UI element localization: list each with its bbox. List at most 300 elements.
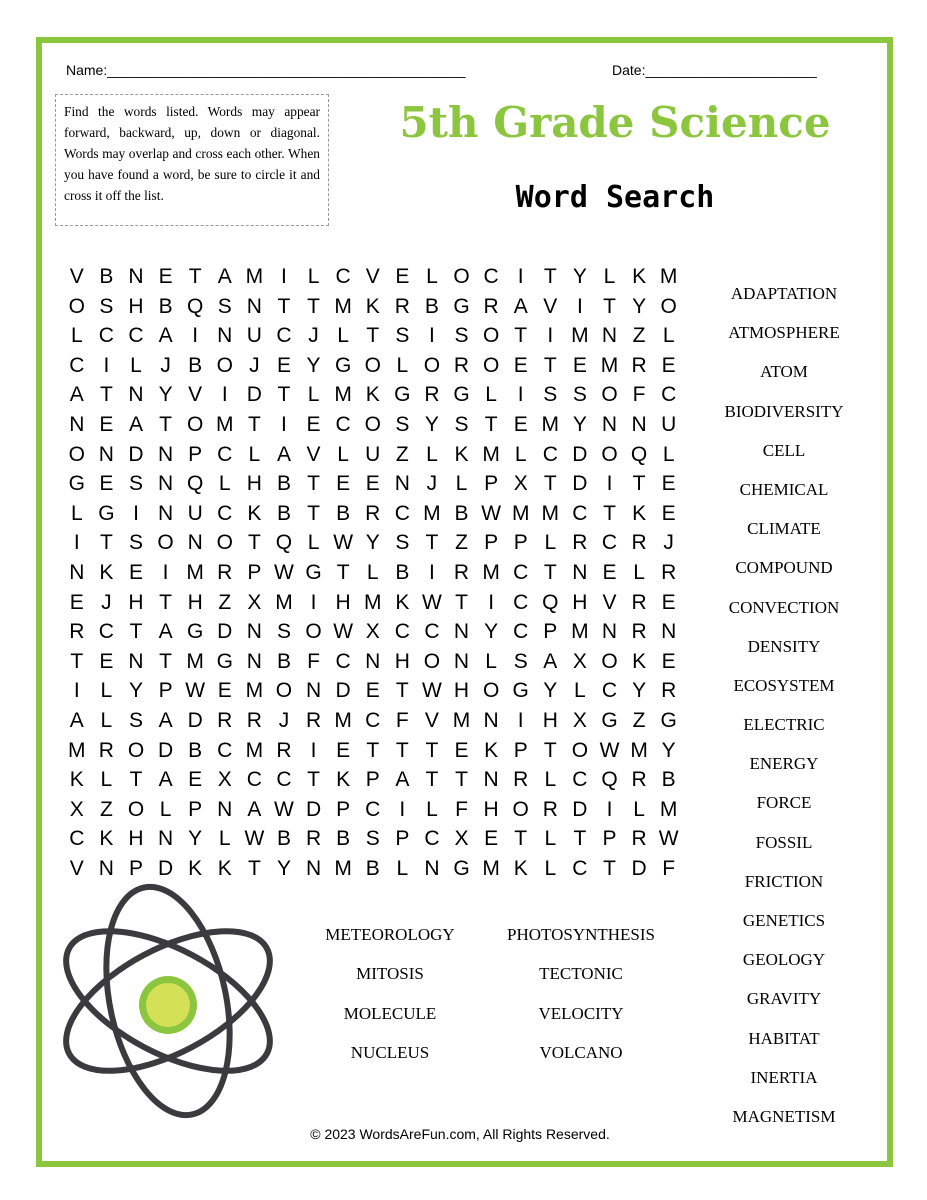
grid-letter[interactable]: P xyxy=(484,531,499,555)
grid-letter[interactable]: B xyxy=(661,768,676,792)
grid-letter[interactable]: S xyxy=(128,708,143,732)
grid-letter[interactable]: E xyxy=(602,560,617,584)
grid-letter[interactable]: N xyxy=(572,560,588,584)
grid-letter[interactable]: U xyxy=(246,324,262,348)
grid-letter[interactable]: N xyxy=(305,679,322,703)
grid-letter[interactable]: G xyxy=(334,353,352,377)
grid-letter[interactable]: C xyxy=(394,501,410,525)
grid-letter[interactable]: N xyxy=(483,708,499,732)
grid-letter[interactable]: L xyxy=(485,649,497,673)
grid-letter[interactable]: A xyxy=(69,708,84,732)
grid-letter[interactable]: K xyxy=(454,442,469,466)
grid-letter[interactable]: R xyxy=(453,353,470,377)
grid-letter[interactable]: M xyxy=(186,560,204,584)
grid-letter[interactable]: C xyxy=(513,590,529,614)
grid-letter[interactable]: B xyxy=(158,294,173,318)
grid-letter[interactable]: M xyxy=(334,383,352,407)
grid-letter[interactable]: N xyxy=(453,649,470,673)
grid-letter[interactable]: M xyxy=(630,738,648,762)
grid-letter[interactable]: X xyxy=(365,620,380,644)
grid-letter[interactable]: M xyxy=(334,708,352,732)
grid-letter[interactable]: L xyxy=(100,679,113,703)
grid-letter[interactable]: V xyxy=(69,265,84,288)
grid-letter[interactable]: C xyxy=(217,738,233,762)
grid-letter[interactable]: K xyxy=(632,649,647,673)
grid-letter[interactable]: G xyxy=(512,679,529,703)
grid-letter[interactable]: E xyxy=(306,412,321,436)
grid-letter[interactable]: I xyxy=(517,265,524,288)
grid-letter[interactable]: C xyxy=(246,768,262,792)
grid-letter[interactable]: T xyxy=(425,531,439,555)
grid-letter[interactable]: N xyxy=(483,768,499,792)
grid-letter[interactable]: D xyxy=(335,679,351,703)
grid-letter[interactable]: I xyxy=(576,294,583,318)
grid-letter[interactable]: O xyxy=(482,324,500,348)
grid-letter[interactable]: O xyxy=(187,412,204,436)
grid-letter[interactable]: S xyxy=(395,324,410,348)
grid-letter[interactable]: I xyxy=(103,353,110,377)
grid-letter[interactable]: K xyxy=(99,560,114,584)
grid-letter[interactable]: O xyxy=(364,412,381,436)
grid-letter[interactable]: M xyxy=(571,620,589,644)
grid-letter[interactable]: K xyxy=(365,294,380,318)
grid-letter[interactable]: Y xyxy=(661,738,676,762)
grid-letter[interactable]: L xyxy=(218,472,231,496)
grid-letter[interactable]: D xyxy=(572,442,588,466)
grid-letter[interactable]: I xyxy=(547,324,554,348)
grid-letter[interactable]: N xyxy=(98,856,114,880)
grid-letter[interactable]: Q xyxy=(275,531,293,555)
grid-letter[interactable]: L xyxy=(633,560,645,584)
grid-letter[interactable]: E xyxy=(217,679,232,703)
grid-letter[interactable]: C xyxy=(661,383,677,407)
grid-letter[interactable]: Z xyxy=(99,797,113,821)
grid-letter[interactable]: S xyxy=(572,383,587,407)
grid-letter[interactable]: P xyxy=(513,531,528,555)
grid-letter[interactable]: V xyxy=(424,708,439,732)
grid-letter[interactable]: L xyxy=(574,679,586,703)
grid-letter[interactable]: N xyxy=(157,472,174,496)
grid-letter[interactable]: M xyxy=(659,797,678,821)
grid-letter[interactable]: W xyxy=(274,797,294,821)
grid-letter[interactable]: C xyxy=(513,620,529,644)
grid-letter[interactable]: T xyxy=(543,265,557,288)
grid-letter[interactable]: M xyxy=(186,649,204,673)
grid-letter[interactable]: N xyxy=(157,827,174,851)
grid-letter[interactable]: L xyxy=(603,265,616,288)
grid-letter[interactable]: T xyxy=(543,353,557,377)
grid-letter[interactable]: B xyxy=(276,472,291,496)
grid-letter[interactable]: O xyxy=(305,620,322,644)
grid-letter[interactable]: O xyxy=(157,531,174,555)
grid-letter[interactable]: R xyxy=(631,590,647,614)
grid-letter[interactable]: C xyxy=(365,797,381,821)
grid-letter[interactable]: T xyxy=(159,590,172,614)
grid-letter[interactable]: N xyxy=(187,531,203,555)
grid-letter[interactable]: W xyxy=(185,679,206,703)
grid-letter[interactable]: C xyxy=(365,708,381,732)
grid-letter[interactable]: I xyxy=(162,560,169,584)
grid-letter[interactable]: E xyxy=(336,472,351,496)
grid-letter[interactable]: T xyxy=(425,738,439,762)
grid-letter[interactable]: C xyxy=(483,265,499,288)
grid-letter[interactable]: B xyxy=(365,856,380,880)
grid-letter[interactable]: W xyxy=(333,620,354,644)
grid-letter[interactable]: M xyxy=(423,501,441,525)
grid-letter[interactable]: C xyxy=(424,827,440,851)
grid-letter[interactable]: X xyxy=(454,827,469,851)
grid-letter[interactable]: M xyxy=(216,412,234,436)
grid-letter[interactable]: A xyxy=(543,649,558,673)
grid-letter[interactable]: W xyxy=(244,827,265,851)
grid-letter[interactable]: J xyxy=(249,353,260,377)
grid-letter[interactable]: Z xyxy=(218,590,232,614)
letter-grid[interactable] xyxy=(62,262,692,892)
grid-letter[interactable]: G xyxy=(601,708,618,732)
grid-letter[interactable]: L xyxy=(337,442,349,466)
grid-letter[interactable]: X xyxy=(572,649,587,673)
grid-letter[interactable]: L xyxy=(307,383,320,407)
grid-letter[interactable]: V xyxy=(602,590,617,614)
grid-letter[interactable]: C xyxy=(276,768,292,792)
grid-letter[interactable]: T xyxy=(99,531,113,555)
grid-letter[interactable]: Y xyxy=(424,412,439,436)
grid-letter[interactable]: T xyxy=(159,649,172,673)
grid-letter[interactable]: N xyxy=(217,324,233,348)
grid-letter[interactable]: T xyxy=(307,472,320,496)
grid-letter[interactable]: K xyxy=(247,501,262,525)
grid-letter[interactable]: G xyxy=(453,294,470,318)
grid-letter[interactable]: R xyxy=(98,738,114,762)
grid-letter[interactable]: Y xyxy=(276,856,291,880)
grid-letter[interactable]: O xyxy=(482,353,500,377)
grid-letter[interactable]: A xyxy=(158,768,173,792)
grid-letter[interactable]: P xyxy=(336,797,351,821)
grid-letter[interactable]: R xyxy=(276,738,292,762)
grid-letter[interactable]: R xyxy=(631,531,647,555)
grid-letter[interactable]: Z xyxy=(455,531,468,555)
grid-letter[interactable]: T xyxy=(573,827,587,851)
grid-letter[interactable]: E xyxy=(99,649,114,673)
grid-letter[interactable]: P xyxy=(188,797,203,821)
grid-letter[interactable]: Z xyxy=(395,442,409,466)
grid-letter[interactable]: P xyxy=(128,856,143,880)
grid-letter[interactable]: P xyxy=(484,472,499,496)
grid-letter[interactable]: N xyxy=(365,649,381,673)
grid-letter[interactable]: P xyxy=(365,768,380,792)
grid-letter[interactable]: M xyxy=(482,856,500,880)
grid-letter[interactable]: L xyxy=(159,797,172,821)
grid-letter[interactable]: T xyxy=(514,324,528,348)
grid-letter[interactable]: E xyxy=(661,472,676,496)
grid-letter[interactable]: T xyxy=(455,768,468,792)
grid-letter[interactable]: N xyxy=(601,412,618,436)
grid-letter[interactable]: E xyxy=(365,679,380,703)
grid-letter[interactable]: I xyxy=(606,472,613,496)
grid-letter[interactable]: D xyxy=(572,472,588,496)
grid-letter[interactable]: R xyxy=(305,708,322,732)
grid-letter[interactable]: H xyxy=(128,590,144,614)
grid-letter[interactable]: S xyxy=(395,412,410,436)
grid-letter[interactable]: W xyxy=(658,827,679,851)
grid-letter[interactable]: Q xyxy=(542,590,559,614)
grid-letter[interactable]: R xyxy=(365,501,381,525)
grid-letter[interactable]: C xyxy=(217,501,233,525)
grid-letter[interactable]: D xyxy=(157,856,174,880)
grid-letter[interactable]: L xyxy=(544,768,557,792)
grid-letter[interactable]: H xyxy=(394,649,410,673)
grid-letter[interactable]: I xyxy=(133,501,139,525)
grid-letter[interactable]: N xyxy=(631,412,647,436)
grid-letter[interactable]: M xyxy=(482,560,500,584)
grid-letter[interactable]: K xyxy=(632,265,647,288)
grid-letter[interactable]: O xyxy=(275,679,293,703)
grid-letter[interactable]: T xyxy=(395,679,409,703)
grid-letter[interactable]: B xyxy=(276,827,291,851)
grid-letter[interactable]: C xyxy=(128,324,144,348)
grid-letter[interactable]: R xyxy=(661,560,677,584)
grid-letter[interactable]: A xyxy=(69,383,84,407)
grid-letter[interactable]: O xyxy=(423,353,441,377)
grid-letter[interactable]: Y xyxy=(306,353,321,377)
grid-letter[interactable]: J xyxy=(663,531,674,555)
grid-letter[interactable]: A xyxy=(247,797,262,821)
grid-letter[interactable]: T xyxy=(70,649,84,673)
grid-letter[interactable]: Q xyxy=(601,768,618,792)
grid-letter[interactable]: B xyxy=(99,265,114,288)
grid-letter[interactable]: X xyxy=(217,768,232,792)
grid-letter[interactable]: E xyxy=(158,265,173,288)
grid-letter[interactable]: O xyxy=(601,649,618,673)
grid-letter[interactable]: J xyxy=(101,590,112,614)
grid-letter[interactable]: G xyxy=(216,649,233,673)
grid-letter[interactable]: T xyxy=(484,412,498,436)
grid-letter[interactable]: J xyxy=(160,353,171,377)
grid-letter[interactable]: E xyxy=(69,590,84,614)
grid-letter[interactable]: E xyxy=(572,353,587,377)
grid-letter[interactable]: X xyxy=(513,472,528,496)
grid-letter[interactable]: F xyxy=(395,708,409,732)
grid-letter[interactable]: A xyxy=(158,620,173,644)
grid-letter[interactable]: C xyxy=(424,620,440,644)
grid-letter[interactable]: P xyxy=(602,827,617,851)
grid-letter[interactable]: C xyxy=(335,265,351,288)
grid-letter[interactable]: R xyxy=(631,827,647,851)
grid-letter[interactable]: M xyxy=(600,353,619,377)
grid-letter[interactable]: N xyxy=(601,324,618,348)
grid-letter[interactable]: C xyxy=(601,679,618,703)
grid-letter[interactable]: U xyxy=(365,442,381,466)
grid-letter[interactable]: T xyxy=(307,294,320,318)
grid-letter[interactable]: C xyxy=(217,442,233,466)
grid-letter[interactable]: I xyxy=(281,412,287,436)
grid-letter[interactable]: M xyxy=(482,442,500,466)
grid-letter[interactable]: O xyxy=(601,442,618,466)
grid-letter[interactable]: M xyxy=(571,324,589,348)
grid-letter[interactable]: E xyxy=(395,265,410,288)
grid-letter[interactable]: I xyxy=(73,679,80,703)
grid-letter[interactable]: K xyxy=(99,827,114,851)
grid-letter[interactable]: B xyxy=(188,353,203,377)
grid-letter[interactable]: L xyxy=(633,797,645,821)
grid-letter[interactable]: J xyxy=(308,324,319,348)
grid-letter[interactable]: R xyxy=(246,708,262,732)
grid-letter[interactable]: K xyxy=(365,383,380,407)
grid-letter[interactable]: R xyxy=(424,383,440,407)
grid-letter[interactable]: E xyxy=(454,738,469,762)
grid-letter[interactable]: C xyxy=(394,620,410,644)
grid-letter[interactable]: K xyxy=(336,768,351,792)
grid-letter[interactable]: L xyxy=(100,708,113,732)
grid-letter[interactable]: M xyxy=(541,412,560,436)
grid-letter[interactable]: O xyxy=(660,294,677,318)
grid-letter[interactable]: I xyxy=(310,738,317,762)
grid-letter[interactable]: R xyxy=(69,620,85,644)
grid-letter[interactable]: I xyxy=(281,265,287,288)
grid-letter[interactable]: L xyxy=(130,353,142,377)
grid-letter[interactable]: F xyxy=(632,383,646,407)
grid-letter[interactable]: R xyxy=(483,294,499,318)
grid-letter[interactable]: X xyxy=(69,797,84,821)
grid-letter[interactable]: G xyxy=(187,620,204,644)
grid-letter[interactable]: C xyxy=(601,531,618,555)
grid-letter[interactable]: T xyxy=(277,383,291,407)
grid-letter[interactable]: A xyxy=(395,768,410,792)
grid-letter[interactable]: Y xyxy=(572,265,587,288)
grid-letter[interactable]: R xyxy=(217,708,233,732)
grid-letter[interactable]: D xyxy=(572,797,588,821)
grid-letter[interactable]: T xyxy=(247,412,261,436)
grid-letter[interactable]: S xyxy=(99,294,114,318)
grid-letter[interactable]: D xyxy=(631,856,647,880)
grid-letter[interactable]: N xyxy=(246,294,262,318)
grid-letter[interactable]: N xyxy=(394,472,410,496)
grid-letter[interactable]: C xyxy=(572,501,588,525)
grid-letter[interactable]: D xyxy=(246,383,262,407)
grid-letter[interactable]: T xyxy=(129,768,143,792)
grid-letter[interactable]: I xyxy=(192,324,199,348)
grid-letter[interactable]: Y xyxy=(484,620,499,644)
grid-letter[interactable]: L xyxy=(544,856,557,880)
grid-letter[interactable]: R xyxy=(631,768,647,792)
grid-letter[interactable]: R xyxy=(217,560,233,584)
grid-letter[interactable]: G xyxy=(98,501,115,525)
grid-letter[interactable]: F xyxy=(307,649,320,673)
grid-letter[interactable]: R xyxy=(631,353,647,377)
grid-letter[interactable]: V xyxy=(306,442,321,466)
grid-letter[interactable]: M xyxy=(245,265,264,288)
grid-letter[interactable]: G xyxy=(453,856,470,880)
grid-letter[interactable]: X xyxy=(247,590,262,614)
grid-letter[interactable]: C xyxy=(572,768,588,792)
grid-letter[interactable]: N xyxy=(128,383,144,407)
grid-letter[interactable]: V xyxy=(69,856,84,880)
grid-letter[interactable]: M xyxy=(452,708,471,732)
grid-letter[interactable]: I xyxy=(221,383,228,407)
grid-letter[interactable]: E xyxy=(661,590,676,614)
grid-letter[interactable]: T xyxy=(277,294,291,318)
grid-letter[interactable]: T xyxy=(603,294,616,318)
grid-letter[interactable]: O xyxy=(216,353,233,377)
grid-letter[interactable]: G xyxy=(68,472,85,496)
grid-letter[interactable]: A xyxy=(276,442,291,466)
grid-letter[interactable]: B xyxy=(188,738,203,762)
grid-letter[interactable]: K xyxy=(188,856,203,880)
grid-letter[interactable]: T xyxy=(366,738,380,762)
grid-letter[interactable]: S xyxy=(454,412,469,436)
grid-letter[interactable]: R xyxy=(661,679,677,703)
grid-letter[interactable]: T xyxy=(247,531,261,555)
grid-letter[interactable]: S xyxy=(128,472,143,496)
grid-letter[interactable]: B xyxy=(454,501,469,525)
grid-letter[interactable]: T xyxy=(603,501,616,525)
grid-letter[interactable]: G xyxy=(394,383,411,407)
grid-letter[interactable]: L xyxy=(485,383,497,407)
grid-letter[interactable]: C xyxy=(98,324,114,348)
grid-letter[interactable]: P xyxy=(513,738,528,762)
grid-letter[interactable]: A xyxy=(217,265,232,288)
grid-letter[interactable]: L xyxy=(514,442,527,466)
grid-letter[interactable]: Y xyxy=(128,679,143,703)
grid-letter[interactable]: O xyxy=(216,531,233,555)
grid-letter[interactable]: G xyxy=(305,560,322,584)
grid-letter[interactable]: M xyxy=(363,590,382,614)
grid-letter[interactable]: L xyxy=(396,856,409,880)
grid-letter[interactable]: L xyxy=(426,797,438,821)
grid-letter[interactable]: W xyxy=(599,738,620,762)
grid-letter[interactable]: R xyxy=(572,531,588,555)
grid-letter[interactable]: I xyxy=(73,531,80,555)
grid-letter[interactable]: M xyxy=(68,738,86,762)
grid-letter[interactable]: O xyxy=(453,265,470,288)
grid-letter[interactable]: B xyxy=(395,560,410,584)
grid-letter[interactable]: G xyxy=(453,383,470,407)
grid-letter[interactable]: S xyxy=(365,827,380,851)
grid-letter[interactable]: M xyxy=(541,501,560,525)
grid-letter[interactable]: N xyxy=(424,856,440,880)
grid-letter[interactable]: B xyxy=(336,501,351,525)
grid-letter[interactable]: N xyxy=(69,560,85,584)
grid-letter[interactable]: T xyxy=(632,472,646,496)
grid-letter[interactable]: E xyxy=(484,827,499,851)
grid-letter[interactable]: L xyxy=(544,531,557,555)
grid-letter[interactable]: C xyxy=(276,324,292,348)
grid-letter[interactable]: T xyxy=(603,856,616,880)
grid-letter[interactable]: I xyxy=(517,708,524,732)
grid-letter[interactable]: N xyxy=(157,442,174,466)
grid-letter[interactable]: B xyxy=(336,827,351,851)
grid-letter[interactable]: N xyxy=(246,649,262,673)
grid-letter[interactable]: L xyxy=(307,265,320,288)
grid-letter[interactable]: S xyxy=(543,383,558,407)
grid-letter[interactable]: W xyxy=(333,531,354,555)
grid-letter[interactable]: M xyxy=(334,856,352,880)
grid-letter[interactable]: E xyxy=(188,768,203,792)
grid-letter[interactable]: S xyxy=(217,294,232,318)
grid-letter[interactable]: T xyxy=(366,324,380,348)
grid-letter[interactable]: T xyxy=(543,738,557,762)
grid-letter[interactable]: U xyxy=(661,412,677,436)
grid-letter[interactable]: A xyxy=(158,708,173,732)
grid-letter[interactable]: H xyxy=(128,294,144,318)
grid-letter[interactable]: K xyxy=(69,768,84,792)
grid-letter[interactable]: L xyxy=(426,442,438,466)
grid-letter[interactable]: H xyxy=(187,590,203,614)
grid-letter[interactable]: F xyxy=(455,797,468,821)
grid-letter[interactable]: N xyxy=(128,649,144,673)
grid-letter[interactable]: T xyxy=(543,560,557,584)
grid-letter[interactable]: C xyxy=(542,442,558,466)
